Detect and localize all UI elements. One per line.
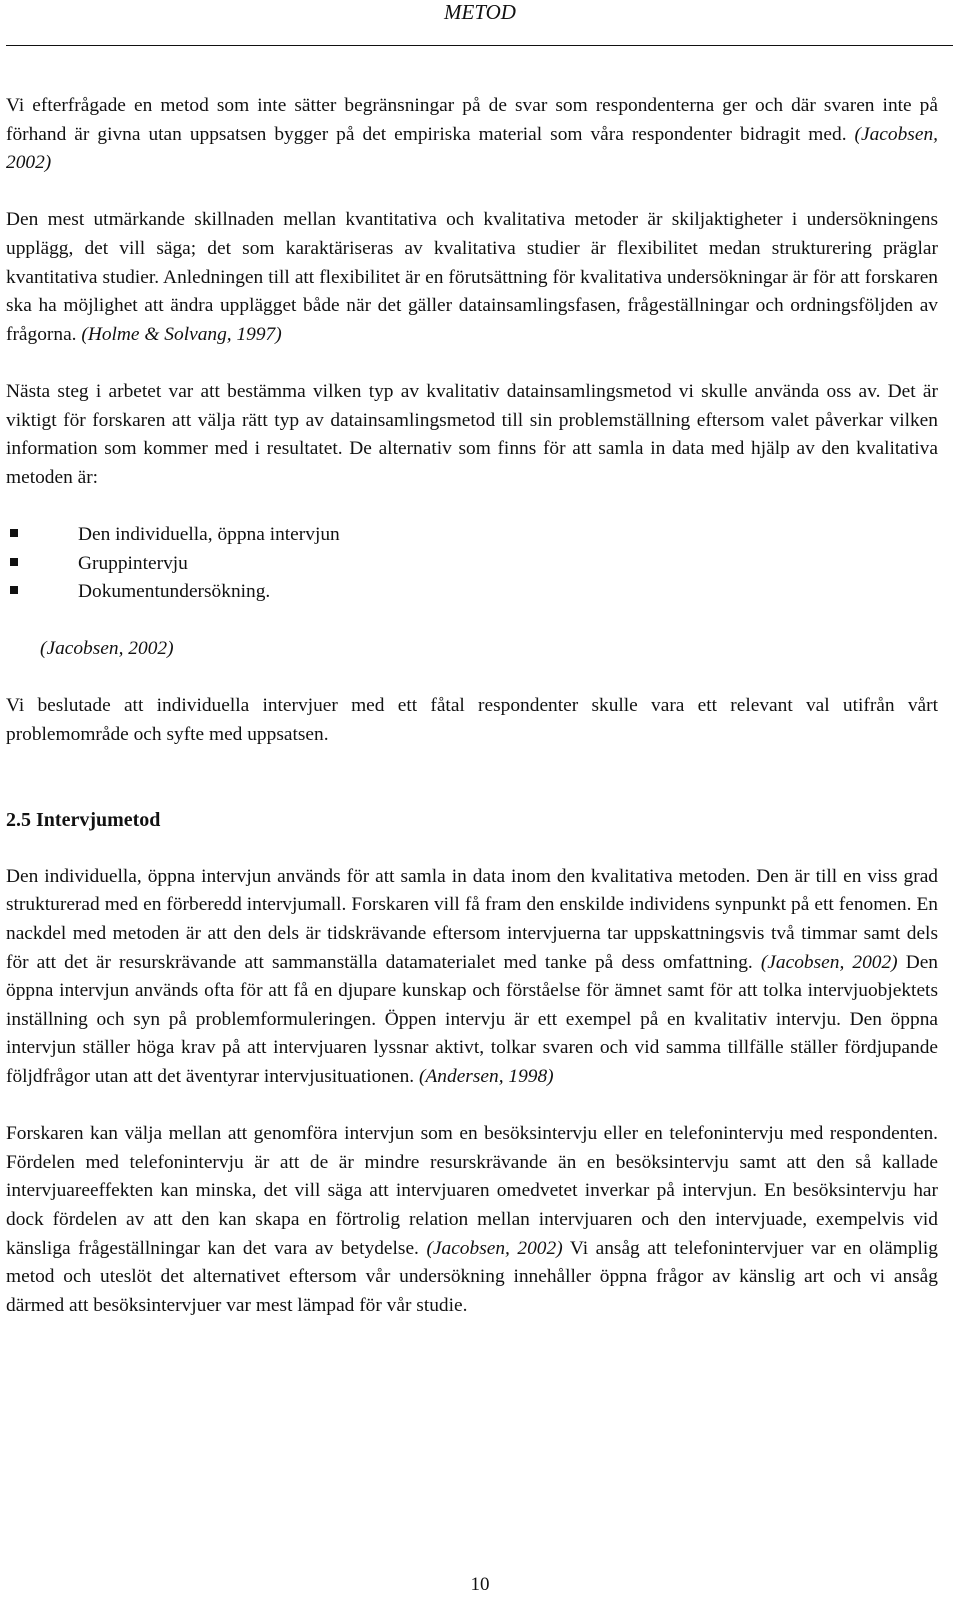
paragraph-text: Vi beslutade att individuella intervjuer med ett fåtal respondenter skulle vara ett relevant val utifrån vårt problemområde och syfte med uppsatsen. [6, 695, 938, 746]
list-item-text: Gruppintervju [78, 552, 188, 574]
list-item-text: Den individuella, öppna intervjun [78, 523, 340, 545]
paragraph-3 [6, 378, 938, 492]
page-number-text: 10 [470, 1574, 490, 1595]
paragraph-1 [6, 92, 938, 178]
section-heading [6, 806, 938, 835]
paragraph-text: Den individuella, öppna intervjun används för att samla in data inom den kvalitativa metoden. Den är till en viss grad strukturerad med en förberedd intervjumall. Forskaren vill få fram den enskilde individens synpunkt på ett fenomen. En nackdel med metoden är att den dels är tidskrävande eftersom intervjuerna tar uppskattningsvis två timmar samt dels för att det är resurskrävande att sammanställa datamaterialet med tanke på dess omfattning. [6, 865, 938, 973]
citation: (Holme & Solvang, 1997) [81, 323, 282, 345]
section-title: Intervjumetod [36, 808, 161, 831]
paragraph-2 [6, 206, 938, 349]
square-bullet-icon [10, 529, 18, 537]
paragraph-text: Nästa steg i arbetet var att bestämma vilken typ av kvalitativ datainsamlingsmetod vi skulle använda oss av. Det är viktigt för forskaren att välja rätt typ av datainsamlingsmetod till sin problemställning eftersom valet påverkar vilken information som kommer med i resultatet. De alternativ som finns för att samla in data med hjälp av den kvalitativa metoden är: [6, 380, 938, 488]
paragraph-text: Vi efterfrågade en metod som inte sätter begränsningar på de svar som respondenterna ger och där svaren inte på förhand är givna utan uppsatsen bygger på det empiriska material som våra respondenter bidragit med. [6, 95, 938, 145]
square-bullet-icon [10, 558, 18, 566]
section-paragraph-1 [6, 863, 938, 1092]
section-number: 2.5 [6, 808, 31, 831]
list-item [6, 550, 938, 579]
paragraph-text: Den mest utmärkande skillnaden mellan kvantitativa och kvalitativa metoder är skiljaktigheter i undersökningens upplägg, det vill säga; det som karaktäriseras av kvalitativa studier är flexibilitet medan strukturering präglar kvantitativa studier. Anledningen till att flexibilitet är en förutsättning för kvalitativa undersökningar är för att forskaren ska ha möjlighet att ändra upplägget både när det gäller datainsamlingsfasen, frågeställningar och ordningsföljden av frågorna. [6, 209, 938, 345]
paragraph-text: Forskaren kan välja mellan att genomföra intervjun som en besöksintervju eller en telefonintervju med respondenten. Fördelen med telefonintervju är att de är mindre resurskrävande än en besöksintervju samt att den så kallade intervjuareeffekten kan minska, det vill säga att intervjuaren omedvetet inverkar på intervjun. En besöksintervju har dock fördelen av att den kan skapa en förtrolig relation mellan intervjuaren och den intervjuade, exempelvis vid känsliga frågeställningar kan det vara av betydelse. [6, 1123, 938, 1259]
method-list [6, 521, 938, 607]
paragraph-text: Den öppna intervjun används ofta för att få en djupare kunskap och förståelse för ämnet samt för att tolka intervjuobjektets inställning och syn på problemformuleringen. Öppen intervju är ett exempel på en kvalitativ intervju. Den öppna intervjun ställer höga krav på att intervjuaren lyssnar aktivt, tolkar svaren och vid samma tillfälle ställer fördjupande följdfrågor utan att det äventyrar intervjusituationen. [6, 951, 939, 1087]
citation: (Andersen, 1998) [419, 1066, 554, 1087]
citation: (Jacobsen, 2002) [760, 951, 898, 973]
page-header [0, 0, 960, 24]
header-divider [6, 45, 953, 46]
paragraph-text: Vi ansåg att telefonintervjuer var en olämplig metod och uteslöt det alternativet eftersom vår undersökning innehåller öppna frågor av känslig art och vi ansåg därmed att besöksintervjuer var mest lämpad för vår studie. [6, 1237, 938, 1316]
paragraph-4 [6, 692, 938, 749]
list-item-text: Dokumentundersökning. [78, 581, 271, 603]
header-title: METOD [444, 0, 516, 24]
square-bullet-icon [10, 586, 18, 594]
list-item [6, 521, 938, 550]
list-citation [6, 635, 938, 664]
citation: (Jacobsen, 2002) [40, 638, 174, 660]
list-item [6, 578, 938, 607]
citation: (Jacobsen, 2002) [6, 123, 938, 174]
page-content [6, 92, 938, 1320]
section-paragraph-2 [6, 1120, 938, 1320]
page-number [0, 1573, 960, 1597]
citation: (Jacobsen, 2002) [426, 1237, 563, 1259]
